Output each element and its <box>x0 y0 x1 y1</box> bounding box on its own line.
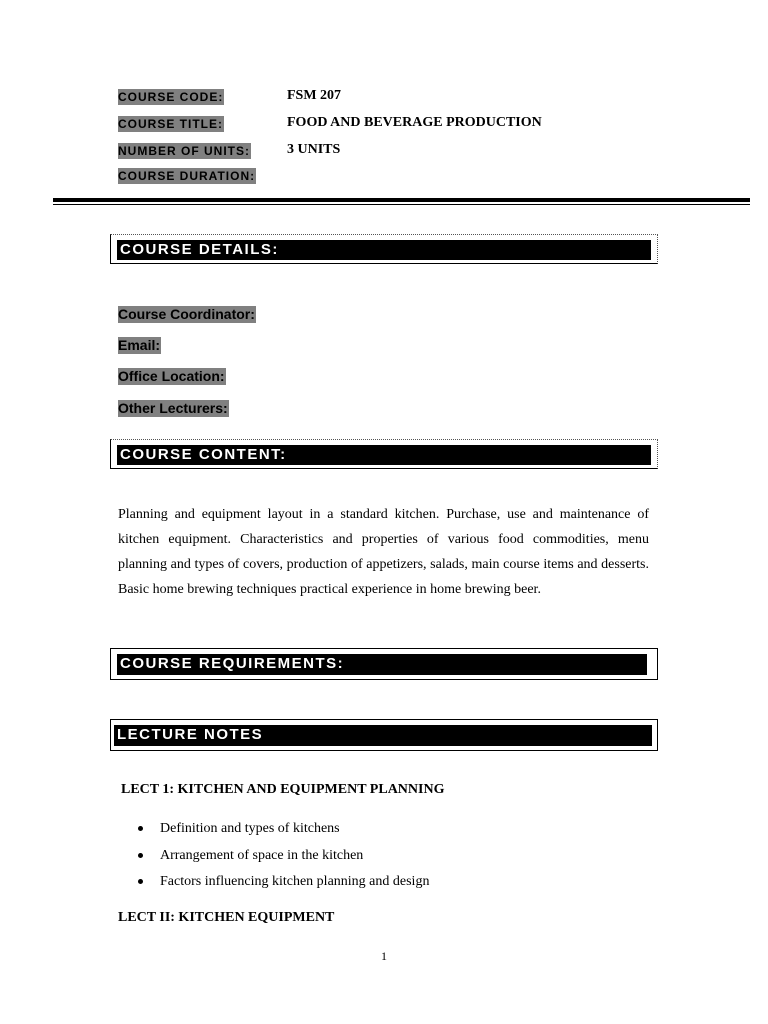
lect1-topic-list <box>118 819 429 899</box>
list-item <box>118 872 429 899</box>
course-code-label: COURSE CODE: <box>118 90 224 104</box>
course-details-heading: COURSE DETAILS: <box>117 240 651 260</box>
units-label: NUMBER OF UNITS: <box>118 144 250 158</box>
course-content-paragraph: Planning and equipment layout in a standard kitchen. Purchase, use and maintenance of kitchen equipment. Characteristics and properties of various food commodities, menu planning and types of covers, production of appetizers, salads, main course items and desserts. Basic home brewing techniques practical experience in home brewing beer. <box>118 507 649 597</box>
course-code-value: FSM 207 <box>287 88 342 103</box>
other-lecturers-label: Other Lecturers: <box>118 400 228 416</box>
lecture-notes-section <box>110 719 658 751</box>
email-label: Email: <box>118 337 161 353</box>
bullet-icon <box>138 826 143 831</box>
course-title-value: FOOD AND BEVERAGE PRODUCTION <box>287 115 542 130</box>
units-value: 3 UNITS <box>287 142 341 157</box>
list-item <box>118 846 429 873</box>
course-requirements-heading: COURSE REQUIREMENTS: <box>117 654 647 675</box>
list-item <box>118 819 429 846</box>
bullet-icon <box>138 879 143 884</box>
course-details-section <box>110 234 658 264</box>
header-divider-thin <box>53 204 750 205</box>
page-number: 1 <box>381 949 387 963</box>
lect2-title: LECT II: KITCHEN EQUIPMENT <box>118 910 335 925</box>
list-item-text: Factors influencing kitchen planning and design <box>160 874 430 889</box>
course-content-section <box>110 439 658 469</box>
course-content-heading: COURSE CONTENT: <box>117 445 651 465</box>
list-item-text: Arrangement of space in the kitchen <box>160 847 364 863</box>
list-item-text: Definition and types of kitchens <box>160 821 340 836</box>
lect1-title: LECT 1: KITCHEN AND EQUIPMENT PLANNING <box>121 782 445 797</box>
header-divider-thick <box>53 198 750 202</box>
lecture-notes-heading: LECTURE NOTES <box>114 725 652 746</box>
course-title-label: COURSE TITLE: <box>118 117 223 131</box>
duration-label: COURSE DURATION: <box>118 169 256 183</box>
office-location-label: Office Location: <box>118 368 225 384</box>
course-requirements-section <box>110 648 658 680</box>
bullet-icon <box>138 853 143 858</box>
course-coordinator-label: Course Coordinator: <box>118 306 255 322</box>
